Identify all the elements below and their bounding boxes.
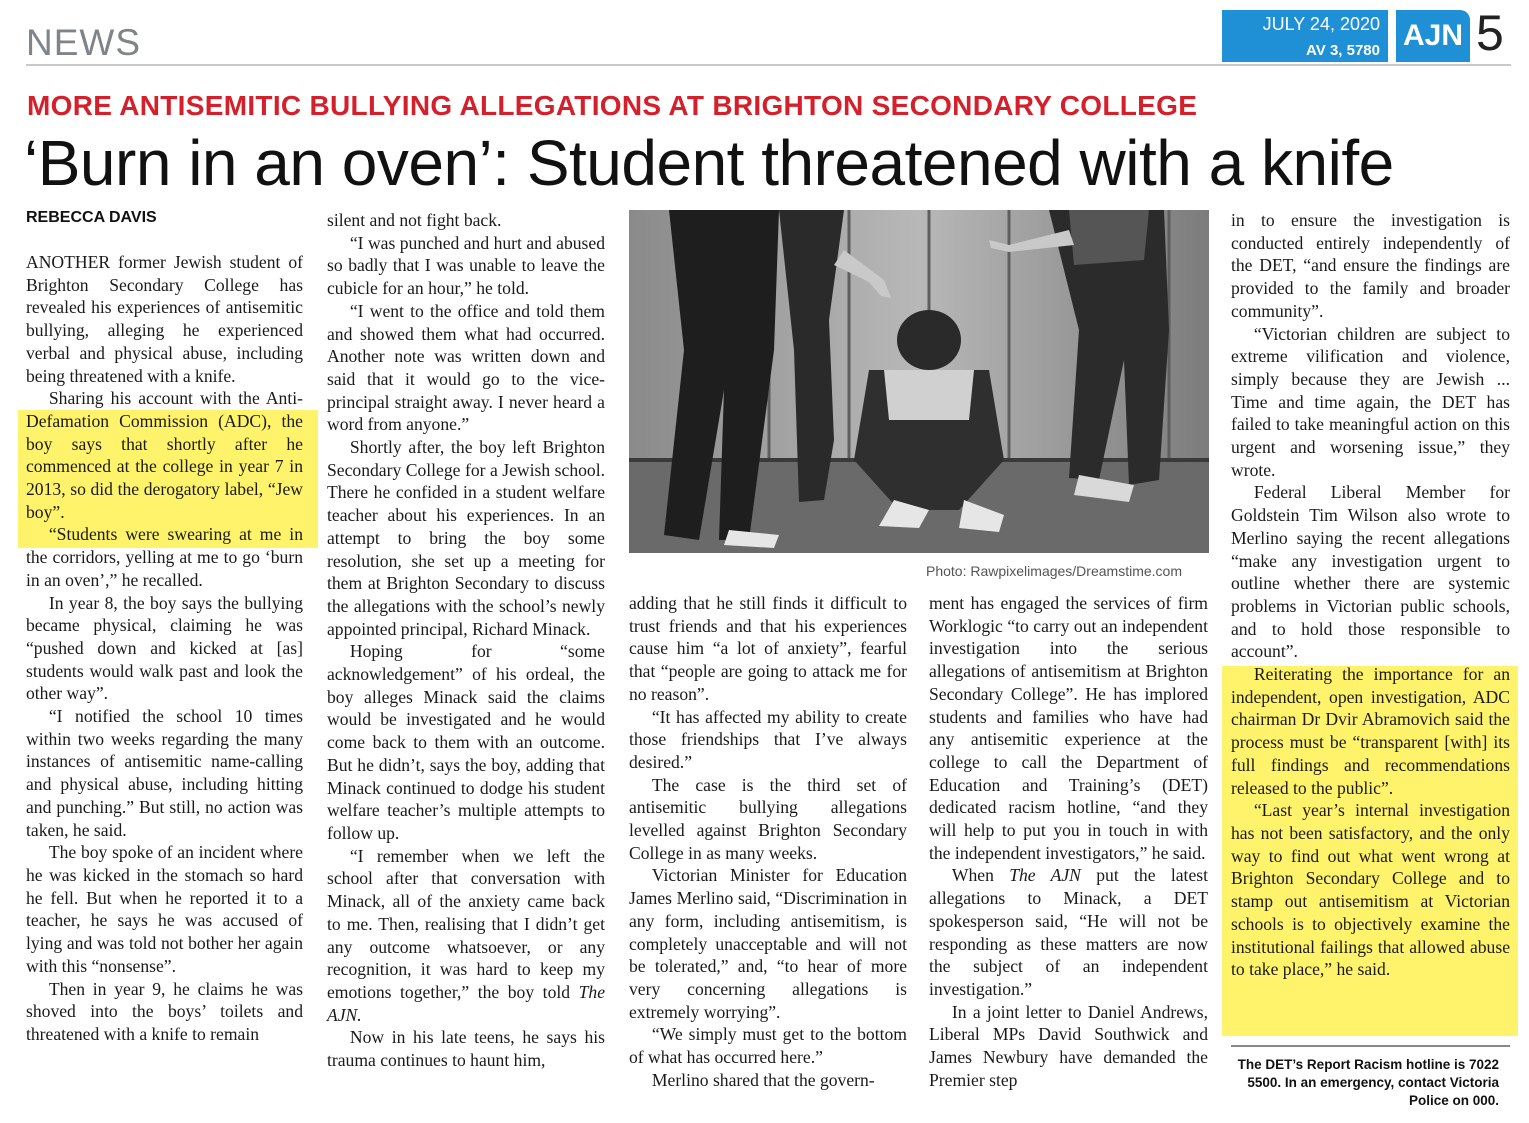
paragraph-highlighted: “Last year’s internal investigation has not been satisfactory, and the only way to find out what went wrong at Brighton Secondary College and to stamp out antisemitism at Victorian schools is to objectively examine the institutional failings that allowed abuse to take place,” he said. xyxy=(1231,800,1510,980)
paragraph: Merlino shared that the govern- xyxy=(651,1069,875,1090)
paragraph: Victorian Minister for Education James Merlino said, “Discrimination in any form, including antisemitism, is completely unacceptable and will not be tolerated,” and, “to hear of more very concerning allegations is extremely worrying”. xyxy=(629,865,907,1022)
article-kicker: MORE ANTISEMITIC BULLYING ALLEGATIONS AT BRIGHTON SECONDARY COLLEGE xyxy=(27,90,1198,121)
paragraph: The boy spoke of an incident where he was kicked in the stomach so hard he fell. But when he reported it to a teacher, he says he was accused of lying and was told not bother her again with this “nonsense”. xyxy=(26,842,303,976)
paragraph: “Students were swearing at me in the corridors, yelling at me to go ‘burn in an oven’,” he recalled. xyxy=(26,524,303,590)
paragraph: “Victorian children are subject to extreme vilification and violence, simply because they are Jewish ... Time and time again, the DET has failed to take meaningful action on this urgent and worsening issue,” they wrote. xyxy=(1231,323,1510,480)
article-column-4 xyxy=(929,592,1208,1091)
paragraph-text: “I remember when we left the school after that conversation with Minack, all of the anxiety came back to me. Then, realising that I didn’t get any outcome whatsoever, or any recognition, it was hard to keep my emotions together,” the boy told xyxy=(327,845,605,1002)
paragraph: ANOTHER former Jewish student of Brighton Secondary College has revealed his experiences of antisemitic bullying, alleging he experienced verbal and physical abuse, including being threatened with a knife. xyxy=(26,252,303,386)
paragraph: adding that he still finds it difficult to trust friends and that his experiences cause him “a lot of anxiety”, fearful that “people are going to attack me for no reason”. xyxy=(629,593,907,704)
publication-name: The AJN. xyxy=(327,981,605,1025)
paragraph-lead: When xyxy=(951,865,994,886)
header-rule xyxy=(26,64,1511,66)
paragraph: Shortly after, the boy left Brighton Secondary College for a Jewish school. There he confided in a student welfare teacher about his experiences. In an attempt to bring the boy some resolution, she set up a meeting for them at Brighton Secondary to discuss the allegations with the school’s newly appointed principal, Richard Minack. xyxy=(327,437,605,639)
paragraph: “I went to the office and told them and showed them what had occurred. Another note was written down and said that it would go to the vice-principal straight away. I never heard a word from anyone.” xyxy=(327,300,605,435)
article-photo xyxy=(629,210,1209,553)
photo-credit: Photo: Rawpixelimages/Dreamstime.com xyxy=(926,563,1182,579)
paragraph: “We simply must get to the bottom of what has occurred here.” xyxy=(629,1024,907,1068)
paragraph: “It has affected my ability to create those friendships that I’ve always desired.” xyxy=(629,706,907,772)
paragraph-text: put the latest allegations to Minack, a DET spokesperson said, “He will not be responding as these matters are now the subject of an independent investigation.” xyxy=(929,865,1208,999)
ajn-logo: AJN xyxy=(1396,10,1470,62)
article-column-5 xyxy=(1231,209,1510,981)
bullying-photo-illustration xyxy=(629,210,1209,553)
article-column-3 xyxy=(629,592,907,1091)
paragraph: Now in his late teens, he says his trauma continues to haunt him, xyxy=(327,1027,605,1071)
paragraph: “I notified the school 10 times within two weeks regarding the many instances of antisemitic name-calling and physical abuse, including hitting and punching.” But still, no action was taken, he said. xyxy=(26,706,303,840)
paragraph-highlighted: Reiterating the importance for an independent, open investigation, ADC chairman Dr Dvir Abramovich said the process must be “transparent [with] its full findings and recommendations released to the public”. xyxy=(1231,664,1510,798)
section-label: NEWS xyxy=(26,22,141,63)
paragraph: “I was punched and hurt and abused so badly that I was unable to leave the cubicle for an hour,” he told. xyxy=(327,232,605,299)
paragraph: Federal Liberal Member for Goldstein Tim Wilson also wrote to Merlino saying the recent allegations “make any investigation urgent to outline whether there are systemic problems in Victorian public schools, and to hold those responsible to account”. xyxy=(1231,482,1510,662)
paragraph: ment has engaged the services of firm Worklogic “to carry out an independent investigation into the serious allegations of antisemitism at Brighton Secondary College”. He has implored students and families who have had any antisemitic experience at the college to call the Department of Education and Training’s (DET) dedicated racism hotline, “and they will help to put you in touch in with the independent investigators,” he said. xyxy=(929,593,1208,863)
hebrew-date: AV 3, 5780 xyxy=(1306,42,1380,59)
article-byline: REBECCA DAVIS xyxy=(26,209,157,226)
paragraph: in to ensure the investigation is conducted entirely independently of the DET, “and ensure the findings are provided to the family and broader community”. xyxy=(1231,210,1510,321)
paragraph: Then in year 9, he claims he was shoved into the boys’ toilets and threatened with a knife to remain xyxy=(26,978,303,1044)
date-box xyxy=(1222,10,1388,62)
article-column-1 xyxy=(26,251,303,1046)
hotline-notice: The DET’s Report Racism hotline is 7022 5500. In an emergency, contact Victoria Police on 000. xyxy=(1237,1057,1499,1108)
issue-date: JULY 24, 2020 xyxy=(1262,14,1380,34)
paragraph: Hoping for “some acknowledgement” of his ordeal, the boy alleges Minack said the claims would be investigated and he would come back to them with an outcome. But he didn’t, says the boy, adding that Minack continued to dodge his student welfare teacher’s multiple attempts to follow up. xyxy=(327,641,605,843)
paragraph: In year 8, the boy says the bullying became physical, claiming he was “pushed down and kicked at [as] students would walk past and look the other way”. xyxy=(26,592,303,704)
paragraph-highlighted: Sharing his account with the Anti-Defamation Commission (ADC), the boy says that shortly after he commenced at the college in year 7 in 2013, so did the derogatory label, “Jew boy”. xyxy=(26,388,303,522)
paragraph xyxy=(327,845,605,1027)
article-column-2 xyxy=(327,209,605,1072)
publication-name: The AJN xyxy=(1009,865,1081,886)
article-headline: ‘Burn in an oven’: Student threatened with a knife xyxy=(24,127,1394,199)
paragraph: silent and not fight back. xyxy=(327,210,502,230)
paragraph: In a joint letter to Daniel Andrews, Liberal MPs David Southwick and James Newbury have demanded the Premier step xyxy=(929,1001,1208,1090)
paragraph: The case is the third set of antisemitic bullying allegations levelled against Brighton Secondary College in as many weeks. xyxy=(629,774,907,863)
paragraph xyxy=(929,864,1208,1000)
page-number: 5 xyxy=(1476,5,1504,61)
hotline-rule xyxy=(1231,1045,1510,1047)
